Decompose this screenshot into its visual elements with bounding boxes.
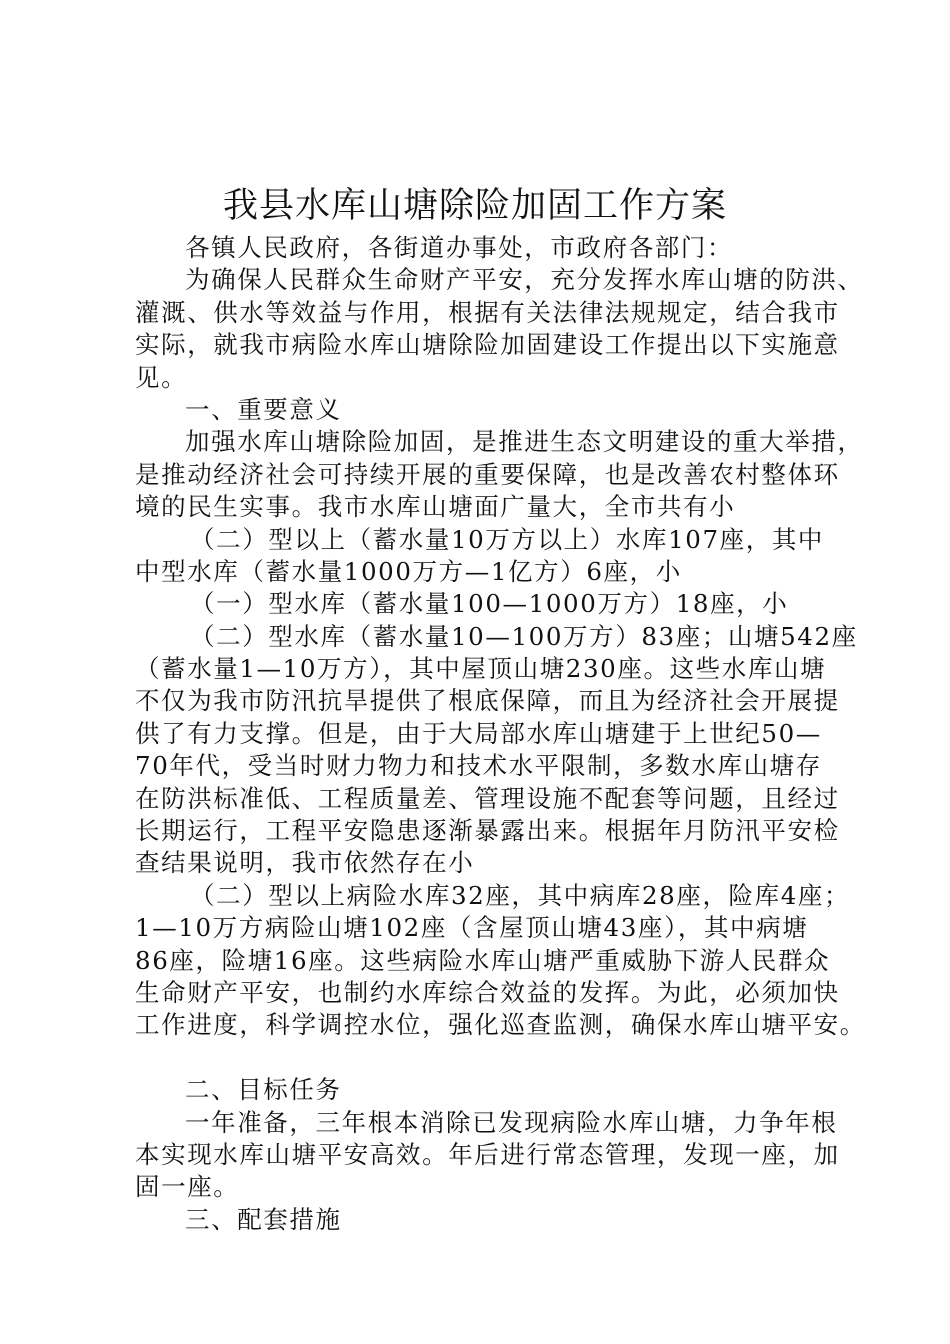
paragraph-line: 长期运行，工程平安隐患逐渐暴露出来。根据年月防汛平安检	[135, 816, 840, 846]
paragraph-line: 70年代，受当时财力物力和技术水平限制，多数水库山塘存	[135, 751, 822, 781]
paragraph-line: 中型水库（蓄水量1000万方—1亿方）6座，小	[135, 556, 682, 586]
paragraph-line: （二）型水库（蓄水量10—100万方）83座；山塘542座	[190, 621, 858, 651]
paragraph-line: 灌溉、供水等效益与作用，根据有关法律法规规定，结合我市	[135, 297, 840, 327]
paragraph-line: 本实现水库山塘平安高效。年后进行常态管理，发现一座，加	[135, 1139, 840, 1169]
salutation-line: 各镇人民政府，各街道办事处，市政府各部门：	[185, 233, 734, 262]
document-title: 我县水库山塘除险加固工作方案	[222, 186, 727, 226]
paragraph-line: （二）型以上病险水库32座，其中病库28座，险库4座；	[190, 880, 851, 910]
paragraph-line: 供了有力支撑。但是，由于大局部水库山塘建于上世纪50—	[135, 718, 822, 748]
document-body	[135, 232, 866, 1236]
paragraph-line: 一年准备，三年根本消除已发现病险水库山塘，力争年根	[185, 1107, 838, 1137]
paragraph-line: 1—10万方病险山塘102座（含屋顶山塘43座），其中病塘	[135, 913, 809, 943]
paragraph-line: 见。	[135, 362, 188, 392]
paragraph-line: 生命财产平安，也制约水库综合效益的发挥。为此，必须加快	[135, 977, 840, 1007]
paragraph-line: 境的民生实事。我市水库山塘面广量大，全市共有小	[135, 492, 736, 522]
paragraph-line: 不仅为我市防汛抗旱提供了根底保障，而且为经济社会开展提	[135, 686, 840, 716]
section-heading: 二、目标任务	[185, 1075, 342, 1105]
paragraph-line: 查结果说明，我市依然存在小	[135, 848, 475, 878]
paragraph-line: 工作进度，科学调控水位，强化巡查监测，确保水库山塘平安。	[135, 1010, 866, 1040]
paragraph-line: （一）型水库（蓄水量100—1000万方）18座，小	[190, 589, 789, 619]
paragraph-line: 86座，险塘16座。这些病险水库山塘严重威胁下游人民群众	[135, 945, 831, 975]
paragraph-line: 加强水库山塘除险加固，是推进生态文明建设的重大举措，	[185, 427, 864, 457]
section-heading: 三、配套措施	[185, 1204, 342, 1234]
paragraph-line: 实际，就我市病险水库山塘除险加固建设工作提出以下实施意	[135, 330, 840, 360]
paragraph-line: 在防洪标准低、工程质量差、管理设施不配套等问题，且经过	[135, 783, 840, 813]
blank-line	[135, 1042, 855, 1074]
section-heading: 一、重要意义	[185, 394, 342, 424]
paragraph-line: 固一座。	[135, 1172, 240, 1202]
paragraph-line: （二）型以上（蓄水量10万方以上）水库107座，其中	[190, 524, 825, 554]
paragraph-line: 为确保人民群众生命财产平安，充分发挥水库山塘的防洪、	[185, 265, 864, 295]
paragraph-line: 是推动经济社会可持续开展的重要保障，也是改善农村整体环	[135, 459, 840, 489]
paragraph-line: （蓄水量1—10万方），其中屋顶山塘230座。这些水库山塘	[135, 654, 827, 684]
